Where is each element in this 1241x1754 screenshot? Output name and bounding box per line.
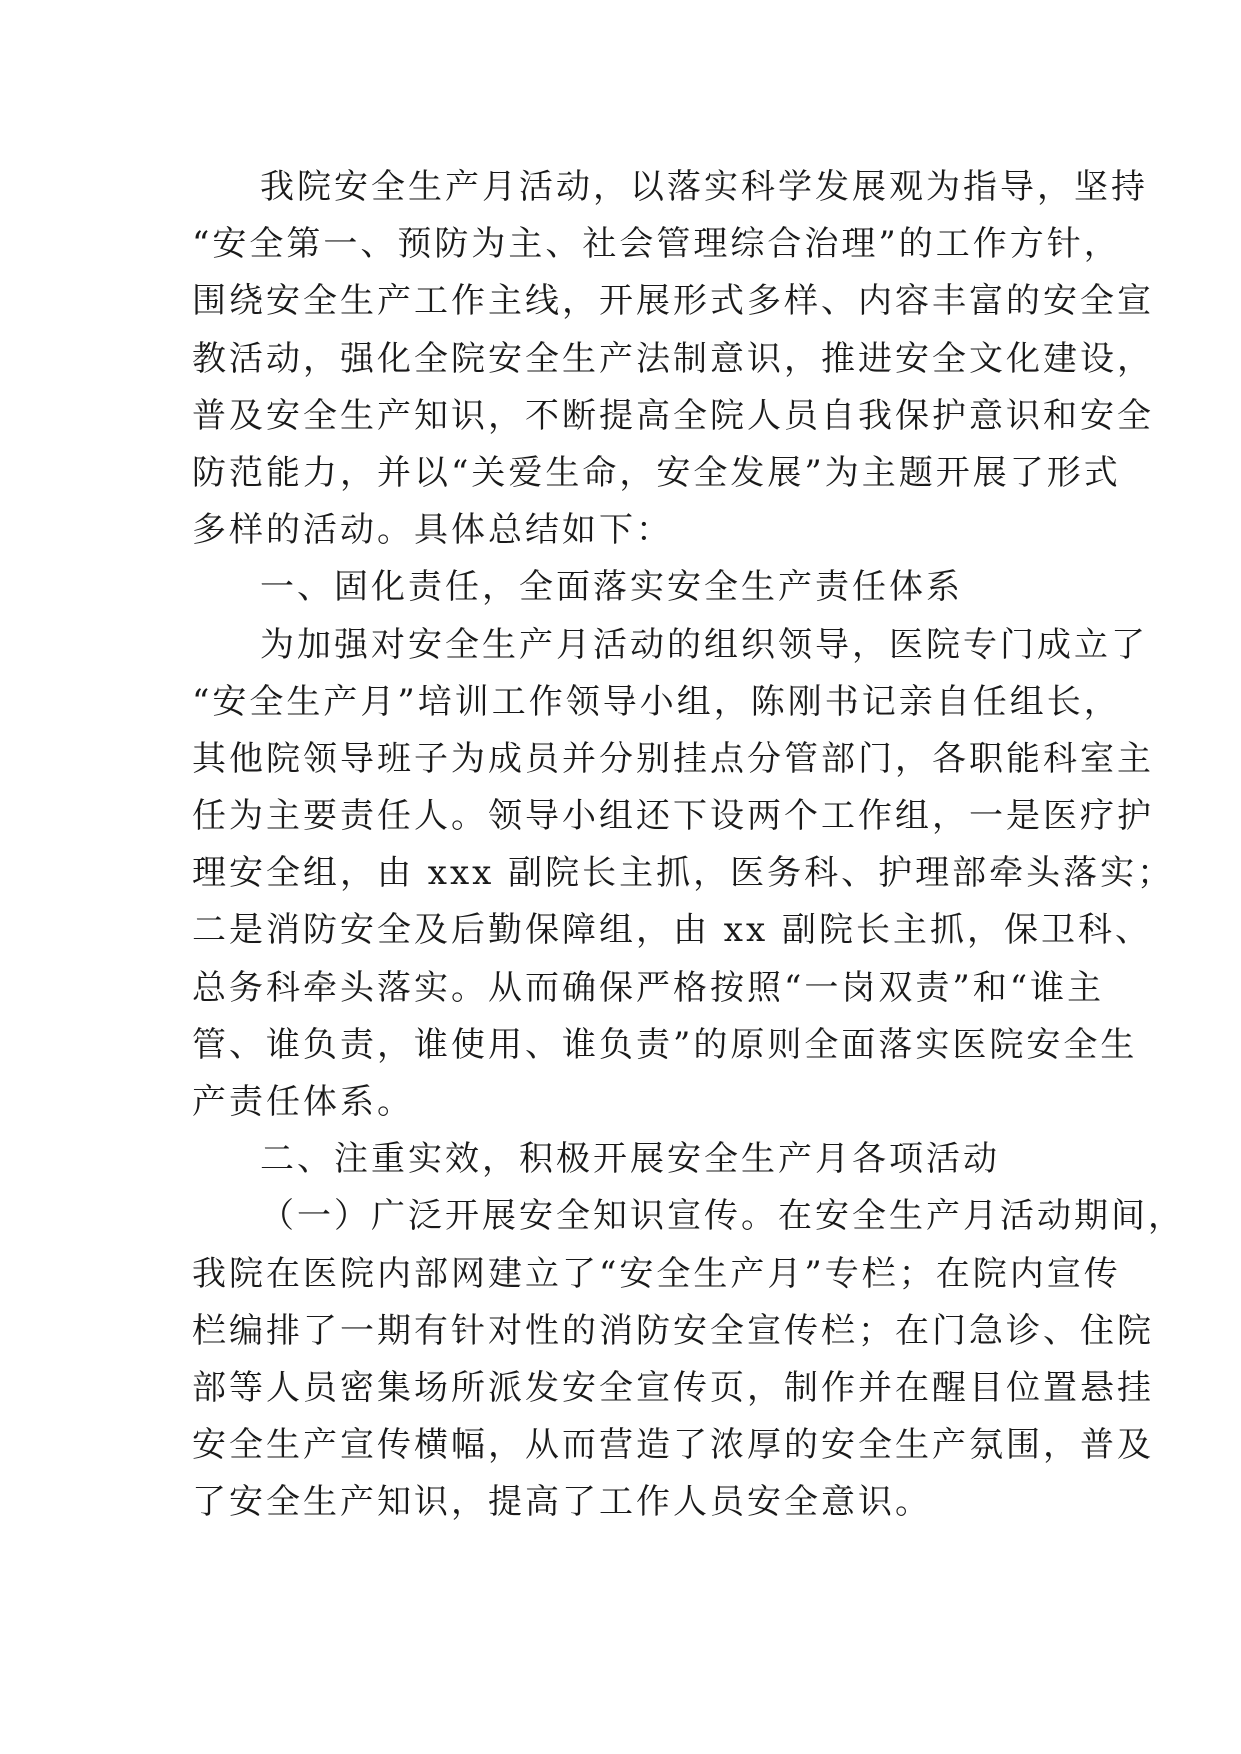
paragraph-1-line-4: 教活动，强化全院安全生产法制意识，推进安全文化建设， (192, 338, 1154, 379)
paragraph-1-line-7: 多样的活动。具体总结如下： (192, 510, 673, 551)
paragraph-1-line-5: 普及安全生产知识，不断提高全院人员自我保护意识和安全 (192, 395, 1154, 436)
paragraph-2-line-2: “安全生产月”培训工作领导小组，陈刚书记亲自任组长， (192, 681, 1121, 722)
paragraph-2-line-7: 总务科牵头落实。从而确保严格按照“一岗双责”和“谁主 (192, 967, 1105, 1008)
paragraph-3-line-5: 安全生产宣传横幅，从而营造了浓厚的安全生产氛围，普及 (192, 1425, 1154, 1466)
paragraph-1-line-2: “安全第一、预防为主、社会管理综合治理”的工作方针， (192, 224, 1121, 265)
paragraph-3-line-6: 了安全生产知识，提高了工作人员安全意识。 (192, 1482, 932, 1523)
paragraph-2-line-6: 二是消防安全及后勤保障组，由 xx 副院长主抓，保卫科、 (192, 910, 1152, 951)
paragraph-1-line-6: 防范能力，并以“关爱生命，安全发展”为主题开展了形式 (192, 452, 1121, 493)
paragraph-1-line-1: 我院安全生产月活动，以落实科学发展观为指导，坚持 (260, 167, 1148, 207)
paragraph-2-line-9: 产责任体系。 (192, 1082, 414, 1122)
paragraph-2-line-1: 为加强对安全生产月活动的组织领导，医院专门成立了 (260, 624, 1148, 665)
paragraph-2-line-3: 其他院领导班子为成员并分别挂点分管部门，各职能科室主 (192, 738, 1154, 779)
section-heading-2: 二、注重实效，积极开展安全生产月各项活动 (260, 1139, 1000, 1180)
paragraph-2-line-5: 理安全组，由 xxx 副院长主抓，医务科、护理部牵头落实； (192, 853, 1175, 894)
paragraph-3-line-1: （一）广泛开展安全知识宣传。在安全生产月活动期间， (260, 1196, 1185, 1237)
paragraph-3-line-2: 我院在医院内部网建立了“安全生产月”专栏；在院内宣传 (192, 1253, 1121, 1294)
paragraph-3-line-4: 部等人员密集场所派发安全宣传页，制作并在醒目位置悬挂 (192, 1367, 1154, 1408)
section-heading-1: 一、固化责任，全面落实安全生产责任体系 (260, 567, 963, 608)
document-body (192, 159, 1185, 1532)
paragraph-2-line-4: 任为主要责任人。领导小组还下设两个工作组，一是医疗护 (192, 796, 1154, 837)
paragraph-1-line-3: 围绕安全生产工作主线，开展形式多样、内容丰富的安全宣 (192, 281, 1154, 322)
paragraph-3-line-3: 栏编排了一期有针对性的消防安全宣传栏；在门急诊、住院 (192, 1310, 1154, 1351)
paragraph-2-line-8: 管、谁负责，谁使用、谁负责”的原则全面落实医院安全生 (192, 1024, 1138, 1065)
